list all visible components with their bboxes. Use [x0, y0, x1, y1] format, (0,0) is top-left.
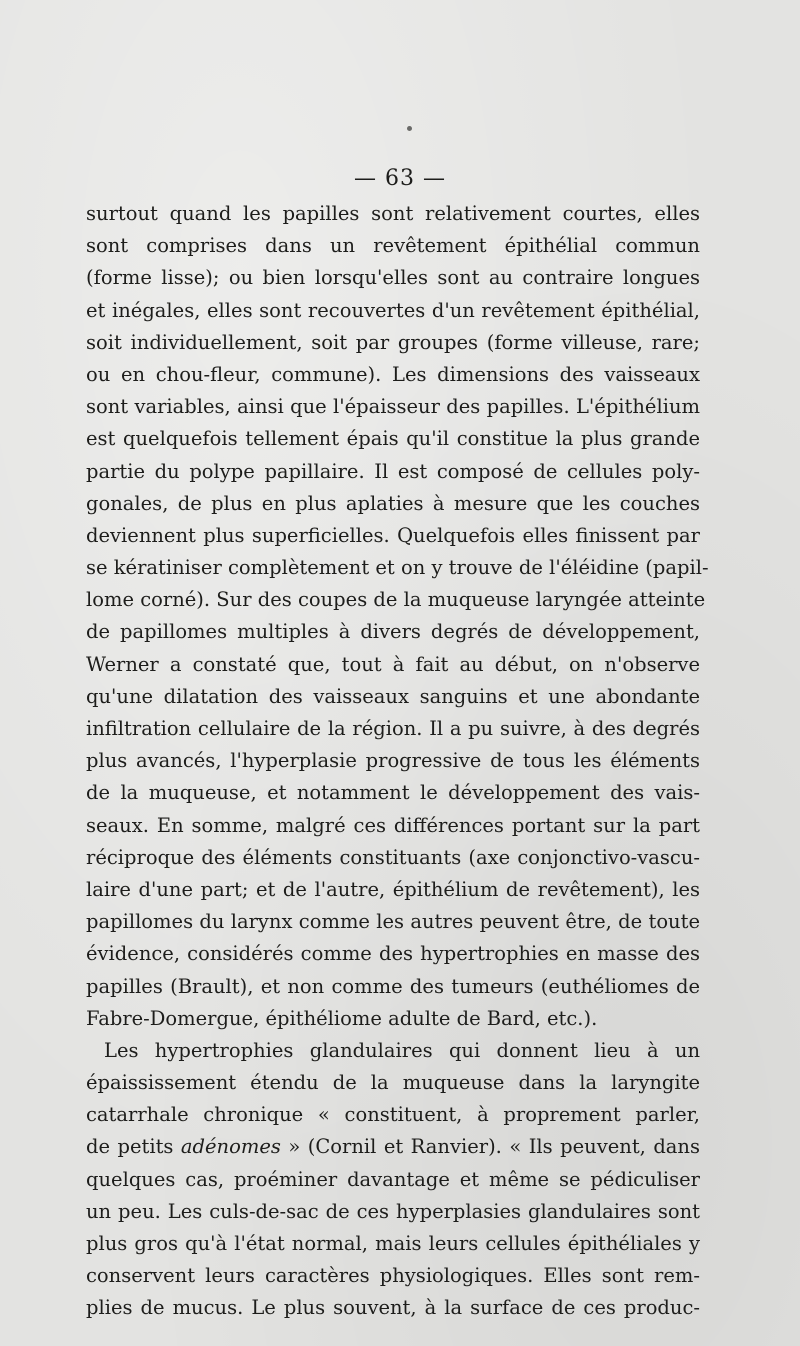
- text-line: seaux. En somme, malgré ces différences portant sur la part: [86, 813, 700, 837]
- text-line: laire d'une part; et de l'autre, épithélium de revêtement), les: [86, 877, 700, 901]
- text-line: sont variables, ainsi que l'épaisseur des papilles. L'épithélium: [86, 395, 700, 419]
- text-line: papilles (Brault), et non comme des tumeurs (euthéliomes de: [86, 974, 700, 998]
- text-line: de papillomes multiples à divers degrés de développement,: [86, 620, 700, 644]
- text-line: sont comprises dans un revêtement épithélial commun: [86, 234, 700, 258]
- ink-speck: [407, 126, 412, 131]
- paragraph-start-line: Les hypertrophies glandulaires qui donnent lieu à un: [104, 1038, 700, 1062]
- body-text: [86, 198, 709, 1325]
- paragraph-end-line: Fabre-Domergue, épithéliome adulte de Bard, etc.).: [86, 1006, 598, 1030]
- text-line: ou en chou-fleur, commune). Les dimensions des vaisseaux: [86, 362, 700, 386]
- text-line: deviennent plus superficielles. Quelquefois elles finissent par: [86, 523, 700, 547]
- text-line: plus gros qu'à l'état normal, mais leurs cellules épithéliales y: [86, 1232, 700, 1255]
- text-line-with-italic: [86, 1131, 700, 1163]
- text-line: de la muqueuse, et notamment le développement des vais-: [86, 781, 700, 805]
- text-line: conservent leurs caractères physiologiques. Elles sont rem-: [86, 1264, 700, 1288]
- text-line: un peu. Les culs-de-sac de ces hyperplasies glandulaires sont: [86, 1199, 700, 1223]
- text-line: plus avancés, l'hyperplasie progressive de tous les éléments: [86, 749, 700, 773]
- italic-term: adénomes: [180, 1135, 281, 1159]
- text-line: papillomes du larynx comme les autres peuvent être, de toute: [86, 910, 700, 934]
- text-line: plies de mucus. Le plus souvent, à la surface de ces produc-: [86, 1296, 700, 1320]
- text-line: surtout quand les papilles sont relativement courtes, elles: [86, 202, 700, 225]
- text-line: gonales, de plus en plus aplaties à mesure que les couches: [86, 491, 700, 515]
- text-line: est quelquefois tellement épais qu'il constitue la plus grande: [86, 427, 700, 451]
- text-line: Werner a constaté que, tout à fait au début, on n'observe: [86, 652, 700, 676]
- text-line: lome corné). Sur des coupes de la muqueuse laryngée atteinte: [86, 588, 706, 612]
- text-line: épaississement étendu de la muqueuse dans la laryngite: [86, 1071, 700, 1095]
- text-segment: de petits: [86, 1135, 181, 1159]
- text-line: soit individuellement, soit par groupes (forme villeuse, rare;: [86, 330, 700, 354]
- text-line: qu'une dilatation des vaisseaux sanguins et une abondante: [86, 684, 700, 708]
- text-line: partie du polype papillaire. Il est composé de cellules poly-: [86, 459, 700, 483]
- text-line: et inégales, elles sont recouvertes d'un revêtement épithélial,: [86, 298, 700, 322]
- text-line: infiltration cellulaire de la région. Il a pu suivre, à des degrés: [86, 717, 700, 740]
- text-line: quelques cas, proéminer davantage et même se pédiculiser: [86, 1167, 700, 1191]
- text-line: catarrhale chronique « constituent, à proprement parler,: [86, 1103, 700, 1127]
- text-line: évidence, considérés comme des hypertrophies en masse des: [86, 942, 700, 966]
- text-line: (forme lisse); ou bien lorsqu'elles sont au contraire longues: [86, 266, 700, 290]
- page-number: — 63 —: [354, 166, 446, 191]
- text-line: réciproque des éléments constituants (axe conjonctivo-vascu-: [86, 845, 700, 869]
- text-segment: » (Cornil et Ranvier). « Ils peuvent, dans: [280, 1135, 700, 1159]
- text-line: se kératiniser complètement et on y trouve de l'éléidine (papil-: [86, 556, 709, 580]
